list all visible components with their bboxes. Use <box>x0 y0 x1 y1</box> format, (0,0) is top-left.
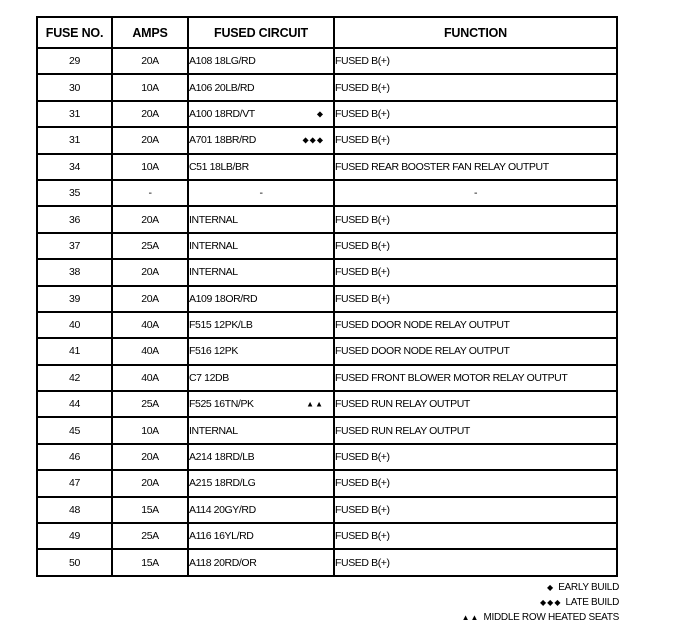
legend-symbol-icon: ▲▲ <box>461 613 480 622</box>
circuit-code: INTERNAL <box>189 424 238 437</box>
fuse-number-cell: 40 <box>37 312 112 338</box>
circuit-code: A214 18RD/LB <box>189 451 255 464</box>
function-cell: FUSED RUN RELAY OUTPUT <box>334 391 617 417</box>
table-row <box>37 233 617 259</box>
function-cell: FUSED B(+) <box>334 470 617 496</box>
fused-circuit-cell <box>188 127 334 153</box>
function-cell: FUSED B(+) <box>334 286 617 312</box>
fused-circuit-cell <box>188 286 334 312</box>
table-row <box>37 101 617 127</box>
fuse-number-cell: 36 <box>37 206 112 232</box>
fused-circuit-cell <box>188 154 334 180</box>
fused-circuit-cell <box>188 74 334 100</box>
legend-label: LATE BUILD <box>565 597 619 608</box>
amps-cell: 15A <box>112 497 188 523</box>
legend-item <box>462 595 619 610</box>
legend-label: EARLY BUILD <box>558 582 619 593</box>
function-cell: FUSED B(+) <box>334 497 617 523</box>
amps-cell: 20A <box>112 127 188 153</box>
amps-cell: 25A <box>112 523 188 549</box>
circuit-code: - <box>259 187 263 200</box>
table-row <box>37 259 617 285</box>
fuse-number-cell: 48 <box>37 497 112 523</box>
function-cell: FUSED B(+) <box>334 444 617 470</box>
fused-circuit-cell <box>188 206 334 232</box>
amps-cell: 10A <box>112 74 188 100</box>
circuit-code: INTERNAL <box>189 213 238 226</box>
function-cell: FUSED B(+) <box>334 48 617 74</box>
function-cell: FUSED DOOR NODE RELAY OUTPUT <box>334 338 617 364</box>
fuse-number-cell: 47 <box>37 470 112 496</box>
table-row <box>37 338 617 364</box>
table-header-row <box>37 17 617 48</box>
fuse-number-cell: 37 <box>37 233 112 259</box>
fused-circuit-cell <box>188 365 334 391</box>
fused-circuit-cell <box>188 549 334 575</box>
fused-circuit-cell <box>188 470 334 496</box>
amps-cell: 20A <box>112 259 188 285</box>
fuse-number-cell: 39 <box>37 286 112 312</box>
function-cell: FUSED B(+) <box>334 523 617 549</box>
function-cell: FUSED REAR BOOSTER FAN RELAY OUTPUT <box>334 154 617 180</box>
circuit-code: A215 18RD/LG <box>189 477 256 490</box>
table-row <box>37 549 617 575</box>
table-row <box>37 286 617 312</box>
amps-cell: 40A <box>112 312 188 338</box>
header-amps: AMPS <box>112 17 188 48</box>
circuit-code: C51 18LB/BR <box>189 160 249 173</box>
amps-cell: 40A <box>112 365 188 391</box>
circuit-code: F516 12PK <box>189 345 238 358</box>
function-cell: FUSED DOOR NODE RELAY OUTPUT <box>334 312 617 338</box>
header-function: FUNCTION <box>334 17 617 48</box>
amps-cell: 20A <box>112 286 188 312</box>
circuit-code: INTERNAL <box>189 239 238 252</box>
fuse-number-cell: 41 <box>37 338 112 364</box>
legend-symbol-icon: ◆◆◆ <box>540 598 562 607</box>
circuit-code: A701 18BR/RD <box>189 134 256 147</box>
function-cell: FUSED B(+) <box>334 233 617 259</box>
legend-item <box>462 610 619 625</box>
fuse-number-cell: 49 <box>37 523 112 549</box>
fuse-number-cell: 50 <box>37 549 112 575</box>
fused-circuit-cell <box>188 417 334 443</box>
table-row <box>37 206 617 232</box>
table-row <box>37 127 617 153</box>
build-marker-icon: ◆◆◆ <box>302 135 324 145</box>
fused-circuit-cell <box>188 444 334 470</box>
build-legend <box>462 580 619 625</box>
circuit-code: A100 18RD/VT <box>189 107 255 120</box>
fused-circuit-cell <box>188 259 334 285</box>
amps-cell: 20A <box>112 101 188 127</box>
fused-circuit-cell <box>188 497 334 523</box>
fused-circuit-cell <box>188 233 334 259</box>
circuit-code: A118 20RD/OR <box>189 556 257 569</box>
function-cell: FUSED B(+) <box>334 74 617 100</box>
table-row <box>37 365 617 391</box>
circuit-code: F525 16TN/PK <box>189 398 254 411</box>
fused-circuit-cell <box>188 180 334 206</box>
fused-circuit-cell <box>188 48 334 74</box>
fused-circuit-cell <box>188 391 334 417</box>
fuse-number-cell: 35 <box>37 180 112 206</box>
function-cell: FUSED RUN RELAY OUTPUT <box>334 417 617 443</box>
build-marker-icon: ▲▲ <box>306 399 324 409</box>
table-row <box>37 154 617 180</box>
table-row <box>37 312 617 338</box>
table-row <box>37 74 617 100</box>
circuit-code: A106 20LB/RD <box>189 81 255 94</box>
amps-cell: 20A <box>112 48 188 74</box>
fuse-number-cell: 31 <box>37 127 112 153</box>
fuse-number-cell: 38 <box>37 259 112 285</box>
circuit-code: A109 18OR/RD <box>189 292 258 305</box>
fuse-number-cell: 42 <box>37 365 112 391</box>
circuit-code: A114 20GY/RD <box>189 503 256 516</box>
amps-cell: 20A <box>112 470 188 496</box>
function-cell: FUSED FRONT BLOWER MOTOR RELAY OUTPUT <box>334 365 617 391</box>
amps-cell: 20A <box>112 444 188 470</box>
fuse-number-cell: 34 <box>37 154 112 180</box>
circuit-code: C7 12DB <box>189 371 229 384</box>
table-row <box>37 180 617 206</box>
build-marker-icon: ◆ <box>316 109 324 119</box>
function-cell: FUSED B(+) <box>334 259 617 285</box>
circuit-code: A116 16YL/RD <box>189 530 254 543</box>
header-fused-circuit: FUSED CIRCUIT <box>188 17 334 48</box>
fuse-number-cell: 44 <box>37 391 112 417</box>
fuse-number-cell: 46 <box>37 444 112 470</box>
amps-cell: 10A <box>112 417 188 443</box>
amps-cell: 20A <box>112 206 188 232</box>
table-row <box>37 523 617 549</box>
amps-cell: 25A <box>112 391 188 417</box>
fuse-number-cell: 45 <box>37 417 112 443</box>
amps-cell: 40A <box>112 338 188 364</box>
fused-circuit-cell <box>188 101 334 127</box>
table-row <box>37 444 617 470</box>
fuse-number-cell: 29 <box>37 48 112 74</box>
fuse-number-cell: 31 <box>37 101 112 127</box>
fuse-table-body <box>37 48 617 576</box>
table-row <box>37 48 617 74</box>
fuse-number-cell: 30 <box>37 74 112 100</box>
amps-cell: 25A <box>112 233 188 259</box>
function-cell: FUSED B(+) <box>334 549 617 575</box>
function-cell: FUSED B(+) <box>334 127 617 153</box>
circuit-code: INTERNAL <box>189 266 238 279</box>
legend-symbol-icon: ◆ <box>547 583 555 592</box>
header-fuse-no: FUSE NO. <box>37 17 112 48</box>
amps-cell: 10A <box>112 154 188 180</box>
table-row <box>37 417 617 443</box>
function-cell: - <box>334 180 617 206</box>
legend-item <box>462 580 619 595</box>
table-row <box>37 497 617 523</box>
table-row <box>37 470 617 496</box>
fuse-table <box>36 16 618 577</box>
fused-circuit-cell <box>188 312 334 338</box>
legend-label: MIDDLE ROW HEATED SEATS <box>483 612 619 623</box>
fused-circuit-cell <box>188 523 334 549</box>
function-cell: FUSED B(+) <box>334 206 617 232</box>
amps-cell: 15A <box>112 549 188 575</box>
circuit-code: A108 18LG/RD <box>189 55 256 68</box>
fused-circuit-cell <box>188 338 334 364</box>
amps-cell: - <box>112 180 188 206</box>
table-row <box>37 391 617 417</box>
function-cell: FUSED B(+) <box>334 101 617 127</box>
circuit-code: F515 12PK/LB <box>189 319 253 332</box>
